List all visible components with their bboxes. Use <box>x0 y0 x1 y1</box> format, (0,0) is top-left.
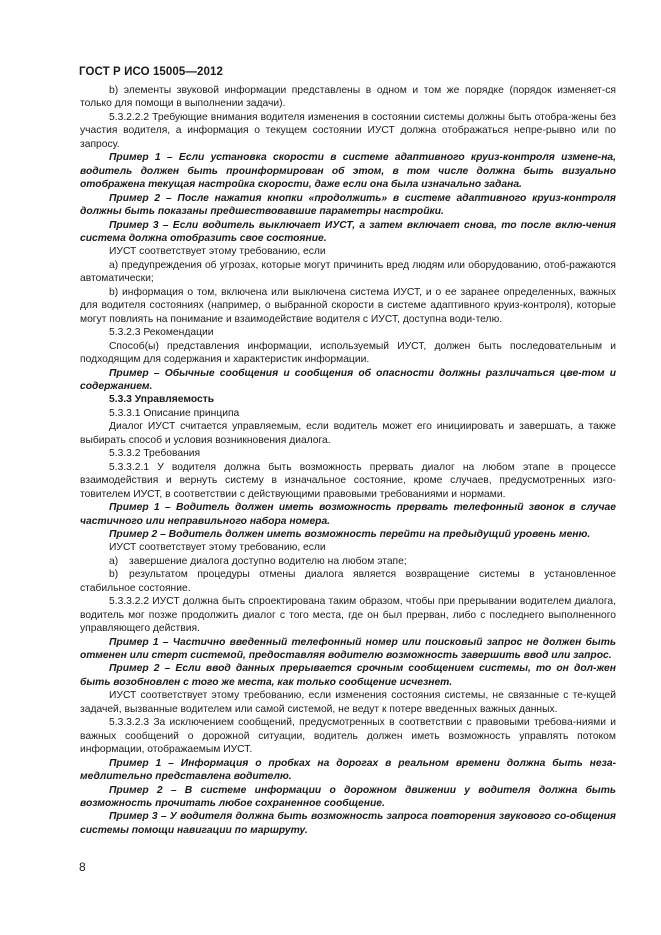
body-paragraph: 5.3.2.2.2 Требующие внимания водителя изменения в состоянии системы должны быть отобра-жены без участия водителя, а информация о текущем состоянии ИУСТ должна отображаться непре-рывно или по запросу. <box>80 111 616 150</box>
list-item-text: завершение диалога доступно водителю на любом этапе; <box>129 555 407 567</box>
example-paragraph: Пример 2 – Если ввод данных прерывается срочным сообщением системы, то он дол-жен быть возобновлен с того же места, как только сообщение исчезнет. <box>80 663 616 688</box>
list-item <box>80 568 616 595</box>
example-paragraph: Пример 1 – Информация о пробках на дорогах в реальном времени должна быть неза-медлительно представлена водителю. <box>80 757 616 783</box>
list-item <box>80 555 616 568</box>
example-paragraph: Пример 1 – Водитель должен иметь возможность прервать телефонный звонок в случае частичного или неправильного набора номера. <box>80 502 616 527</box>
body-paragraph: 5.3.3.2.3 За исключением сообщений, предусмотренных в соответствии с правовыми требова-ниями и важных сообщений о дорожной ситуации, водитель должен иметь возможность управлять потоком информации, отображаемым ИУСТ. <box>80 717 616 756</box>
example-paragraph: Пример 2 – В системе информации о дорожном движении у водителя должна быть возможность прочитать любое сохраненное сообщение. <box>80 784 616 810</box>
document-header: ГОСТ Р ИСО 15005—2012 <box>79 66 224 78</box>
section-heading: 5.3.3 Управляемость <box>109 394 215 406</box>
example-paragraph: Пример 2 – После нажатия кнопки «продолжить» в системе адаптивного круиз-контроля должны быть показаны предшествовавшие параметры настройки. <box>80 192 616 218</box>
example-paragraph: Пример 3 – У водителя должна быть возможность запроса повторения звукового со-общения системы помощи навигации по маршруту. <box>80 811 616 836</box>
body-paragraph: 5.3.3.2.1 У водителя должна быть возможность прервать диалог на любом этапе в процессе взаимодействия и вернуть систему в изначальное состояние, кроме случаев, предусмотренных изго-товителем ИУСТ, в соответствии с действующими правовыми требованиями и нормами. <box>80 461 616 500</box>
example-paragraph: Пример – Обычные сообщения и сообщения об опасности должны различаться цве-том и содержанием. <box>80 367 616 392</box>
body-paragraph: Способ(ы) представления информации, используемый ИУСТ, должен быть последовательным и подходящим для содержания и характеристик информации. <box>80 340 616 366</box>
body-paragraph: 5.3.3.2 Требования <box>109 448 201 460</box>
body-paragraph: Диалог ИУСТ считается управляемым, если водитель может его инициировать и завершать, а также выбирать способ и условия возникновения диалога. <box>80 421 616 446</box>
example-paragraph: Пример 3 – Если водитель выключает ИУСТ, а затем включает снова, то после вклю-чения система должна отобразить свое состояние. <box>80 219 616 244</box>
body-paragraph: b) информация о том, включена или выключена система ИУСТ, и о ее заранее определенных, важных для водителя состояниях (например, о выбранной скорости в системе адаптивного круиз-контроля), которые могут повлиять на понимание и взаимодействие водителя с ИУСТ, доступна води-телю. <box>80 286 616 325</box>
body-paragraph: 5.3.2.3 Рекомендации <box>109 327 214 339</box>
body-paragraph: ИУСТ соответствует этому требованию, если изменения состояния системы, не связанные с те-кущей задачей, вызванные водителем или самой системой, не ведут к потере введенных важных данных. <box>80 690 616 715</box>
body-paragraph: 5.3.3.2.2 ИУСТ должна быть спроектирована таким образом, чтобы при прерывании водителем диалога, водитель мог позже продолжить диалог с того места, где он был прерван, либо с последнего выполненного управляющего действия. <box>80 596 616 635</box>
list-item-text: результатом процедуры отмены диалога является возвращение системы в установленное стабильное состояние. <box>80 569 616 594</box>
body-paragraph: ИУСТ соответствует этому требованию, если <box>109 246 326 258</box>
example-paragraph: Пример 1 – Частично введенный телефонный номер или поисковый запрос не должен быть отменен или стерт системой, предоставляя водителю возможность завершить ввод или запрос. <box>80 636 616 662</box>
body-paragraph: ИУСТ соответствует этому требованию, если <box>109 542 326 554</box>
example-paragraph: Пример 2 – Водитель должен иметь возможность перейти на предыдущий уровень меню. <box>109 528 591 540</box>
example-paragraph: Пример 1 – Если установка скорости в системе адаптивного круиз-контроля измене-на, водитель должен быть проинформирован об этом, в том числе должна быть визуально отображена текущая настройка скорости, даже если она была изначально задана. <box>80 152 616 191</box>
document-body <box>80 84 616 837</box>
body-paragraph: a) предупреждения об угрозах, которые могут причинить вред людям или оборудованию, отоб-ражаются автоматически; <box>80 259 616 285</box>
page-number: 8 <box>79 860 86 874</box>
list-marker: a) <box>109 555 119 567</box>
body-paragraph: 5.3.3.1 Описание принципа <box>109 407 240 419</box>
body-paragraph: b) элементы звуковой информации представлены в одном и том же порядке (порядок изменяет-ся только для помощи в выполнении задачи). <box>80 85 616 110</box>
list-marker: b) <box>109 569 119 581</box>
